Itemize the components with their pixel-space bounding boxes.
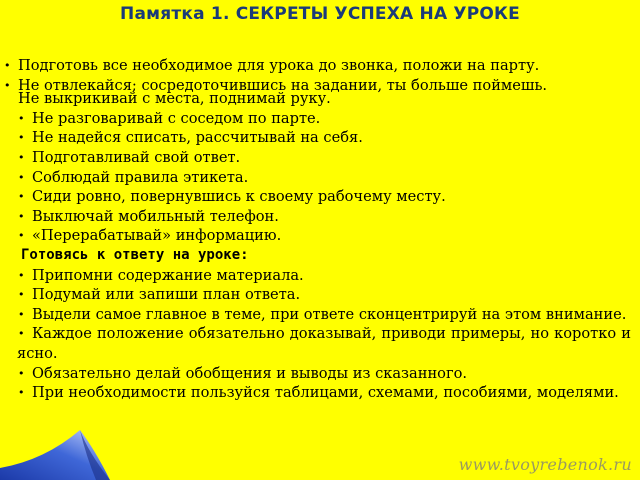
bullet-icon: • — [18, 190, 25, 204]
subheading: Готовясь к ответу на уроке: — [21, 246, 249, 263]
list-item: • Подготавливай свой ответ. — [18, 148, 241, 166]
list-item: • Выключай мобильный телефон. — [18, 207, 279, 225]
list-item: • Припомни содержание материала. — [18, 266, 304, 284]
bullet-icon: • — [18, 111, 25, 125]
list-item: • Сиди ровно, повернувшись к своему рабочему месту. — [18, 188, 446, 206]
watermark: www.tvoyrebenok.ru — [458, 455, 632, 474]
list-item: • «Перерабатывай» информацию. — [18, 227, 282, 245]
page-title: Памятка 1. СЕКРЕТЫ УСПЕХА НА УРОКЕ — [120, 4, 520, 24]
bullet-icon: • — [18, 327, 25, 341]
list-item: • Не надейся списать, рассчитывай на себя. — [18, 129, 363, 147]
list-item: • Не разговаривай с соседом по парте. — [18, 109, 321, 127]
list-item: • Выдели самое главное в теме, при ответе сконцентрируй на этом внимание. — [18, 305, 627, 323]
bullet-icon: • — [18, 150, 25, 164]
bullet-icon: • — [18, 229, 25, 243]
list-item: • Не отвлекайся; сосредоточившись на задании, ты больше поймешь. — [4, 76, 548, 94]
bullet-icon: • — [18, 209, 25, 223]
memo-body — [3, 56, 633, 403]
bullet-icon: • — [18, 131, 25, 145]
bullet-icon: • — [4, 78, 11, 92]
list-item-continuation: Не выкрикивай с места, поднимай руку. — [18, 90, 331, 108]
list-item: • Каждое положение обязательно доказывай, приводи примеры, но коротко и ясно. — [17, 325, 631, 362]
page-curl-decoration — [0, 390, 110, 480]
bullet-icon: • — [18, 307, 25, 321]
list-item: • При необходимости пользуйся таблицами, схемами, пособиями, моделями. — [18, 384, 619, 402]
bullet-icon: • — [18, 170, 25, 184]
bullet-icon: • — [18, 386, 25, 400]
list-item: • Подумай или запиши план ответа. — [18, 286, 301, 304]
bullet-icon: • — [18, 268, 25, 282]
bullet-icon: • — [4, 59, 11, 72]
list-item: • Подготовь все необходимое для урока до звонка, положи на парту. — [4, 57, 540, 74]
list-item: • Соблюдай правила этикета. — [18, 168, 249, 186]
list-item: • Обязательно делай обобщения и выводы из сказанного. — [18, 364, 468, 382]
bullet-icon: • — [18, 288, 25, 302]
bullet-icon: • — [18, 366, 25, 380]
